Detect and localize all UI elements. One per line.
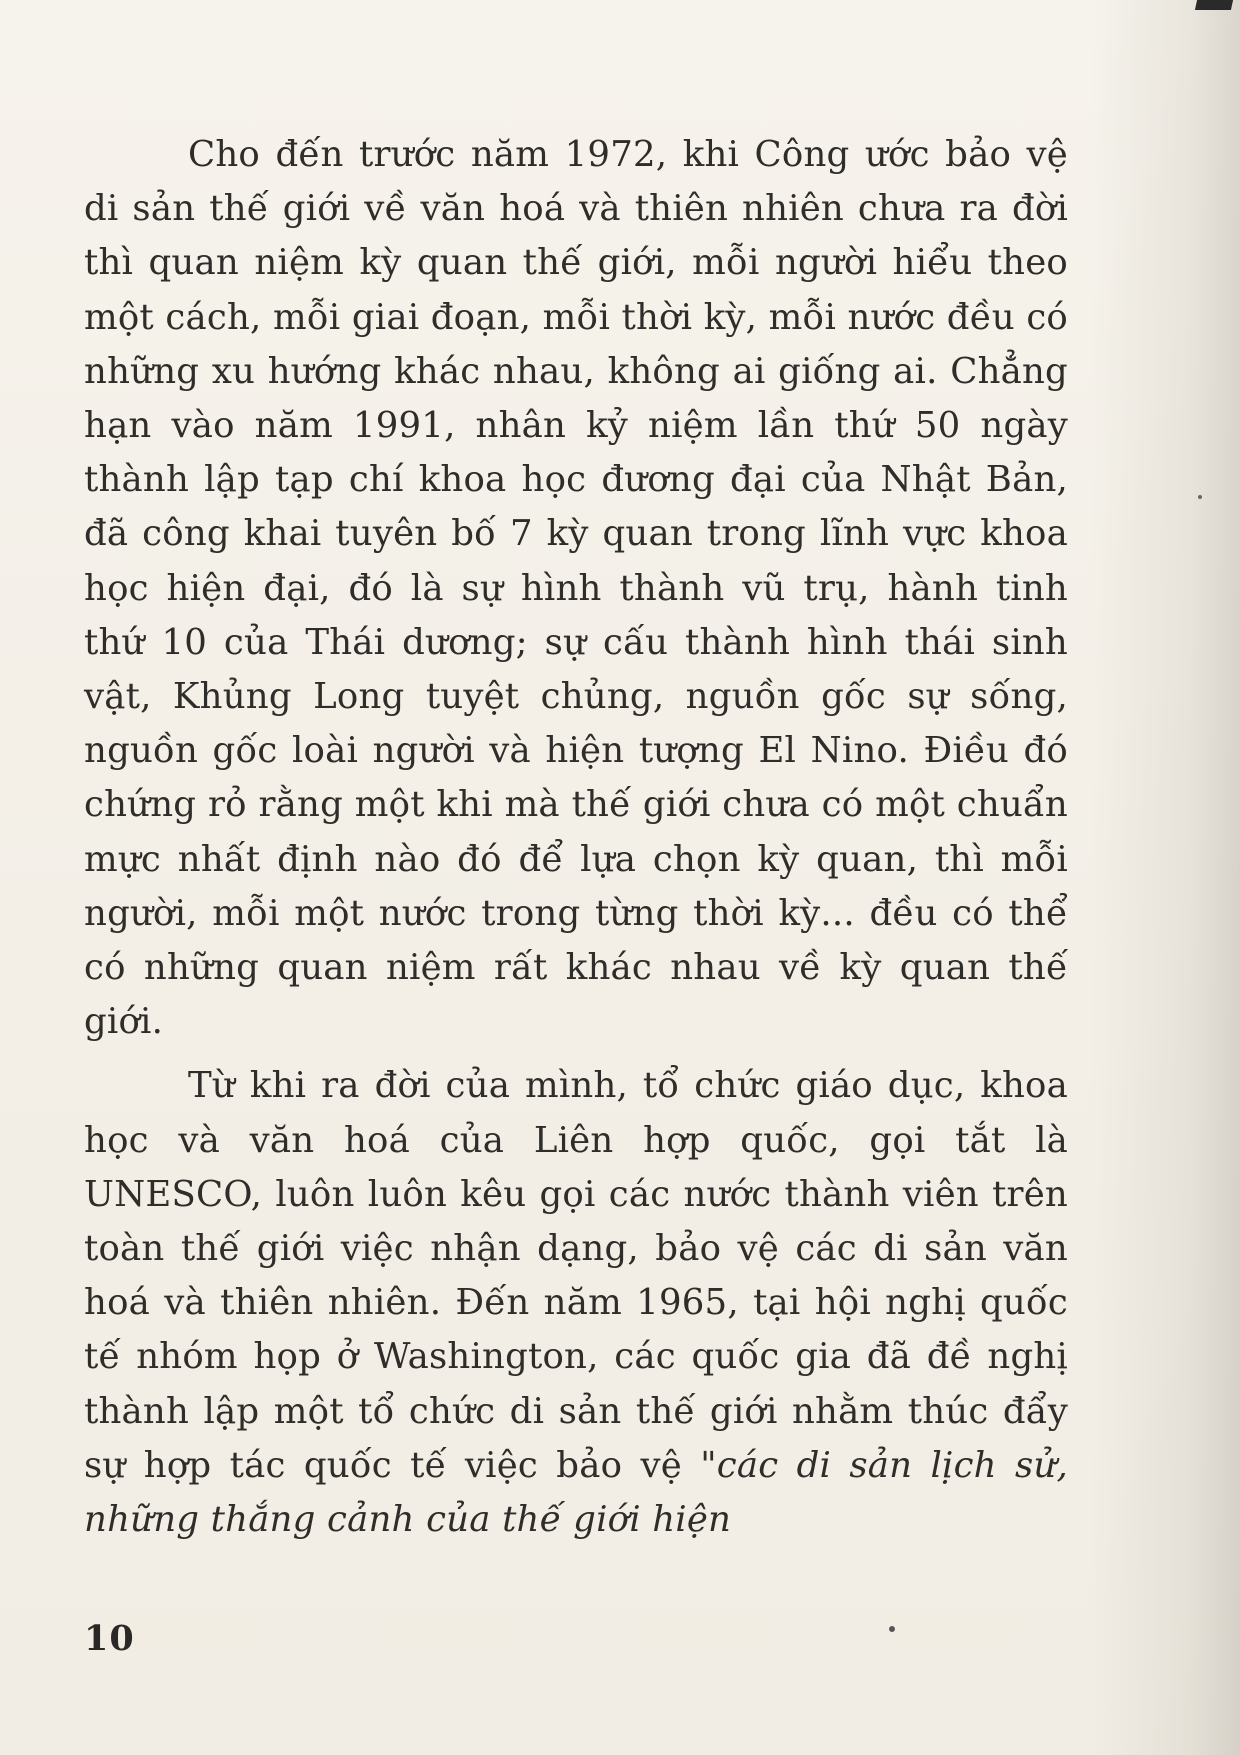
paragraph-1: Cho đến trước năm 1972, khi Công ước bảo vệ di sản thế giới về văn hoá và thiên nhiên chưa ra đời thì quan niệm kỳ quan thế giới, mỗi người hiểu theo một cách, mỗi giai đoạn, mỗi thời kỳ, mỗi nước đều có những xu hướng khác nhau, không ai giống ai. Chẳng hạn vào năm 1991, nhân kỷ niệm lần thứ 50 ngày thành lập tạp chí khoa học đương đại của Nhật Bản, đã công khai tuyên bố 7 kỳ quan trong lĩnh vực khoa học hiện đại, đó là sự hình thành vũ trụ, hành tinh thứ 10 của Thái dương; sự cấu thành hình thái sinh vật, Khủng Long tuyệt chủng, nguồn gốc sự sống, nguồn gốc loài người và hiện tượng El Nino. Điều đó chứng rỏ rằng một khi mà thế giới chưa có một chuẩn mực nhất định nào đó để lựa chọn kỳ quan, thì mỗi người, mỗi một nước trong từng thời kỳ... đều có thể có những quan niệm rất khác nhau về kỳ quan thế giới.	[84, 134, 1068, 1043]
paragraph-2-quote: "các di sản lịch sử, những thắng cảnh của thế giới hiện	[84, 1444, 1068, 1541]
scan-speck	[889, 1626, 895, 1632]
paragraph-2-text: Từ khi ra đời của mình, tổ chức giáo dục, khoa học và văn hoá của Liên hợp quốc, gọi tắt là UNESCO, luôn luôn kêu gọi các nước thành viên trên toàn thế giới việc nhận dạng, bảo vệ các di sản văn hoá và thiên nhiên. Đến năm 1965, tại hội nghị quốc tế nhóm họp ở Washington, các quốc gia đã đề nghị thành lập một tổ chức di sản thế giới nhằm thúc đẩy sự hợp tác quốc tế việc bảo vệ	[84, 1065, 1068, 1486]
page-number: 10	[84, 1618, 135, 1659]
scan-edge-mark	[1195, 0, 1233, 10]
scan-speck	[1198, 495, 1202, 499]
paragraph-2	[84, 1059, 1068, 1547]
body-text	[84, 128, 1068, 1547]
